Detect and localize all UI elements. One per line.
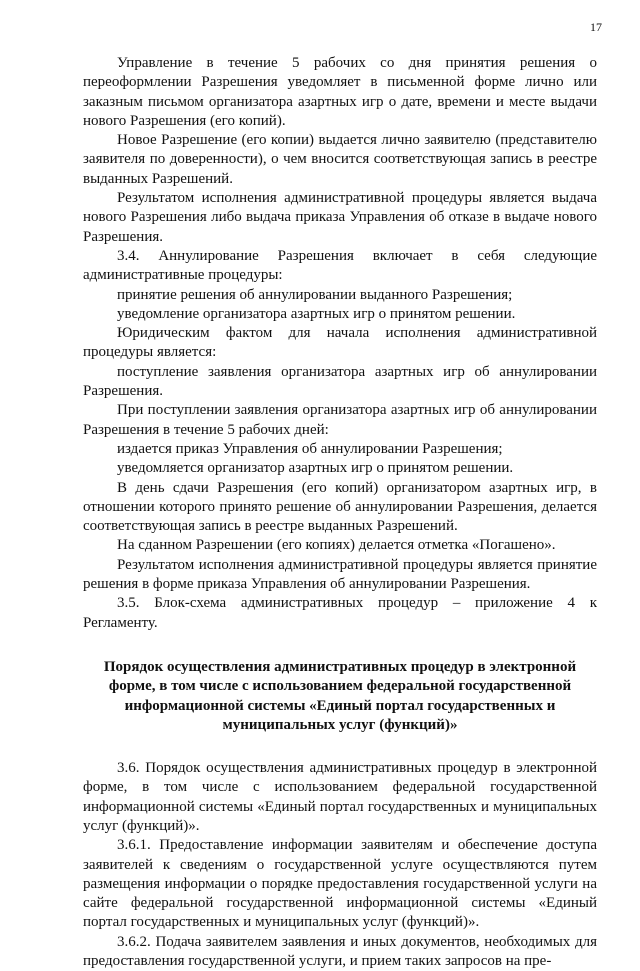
list-item-organizer-notification: уведомление организатора азартных игр о принятом решении. [117, 305, 516, 322]
paragraph-annulment-result: Результатом исполнения административной процедуры является принятие решения в форме приказа Управления об аннулировании Разрешения. [83, 556, 597, 593]
paragraph-cancelled-mark: На сданном Разрешении (его копиях) делается отметка «Погашено». [117, 537, 556, 554]
paragraph-reissue-notification: Управление в течение 5 рабочих со дня принятия решения о переоформлении Разрешения уведомляет в письменной форме лично или заказным письмом организатора азартных игр о дате, времени и месте выдачи нового Разрешения (его копий). [83, 55, 597, 129]
paragraph-application-submission: 3.6.2. Подача заявителем заявления и иных документов, необходимых для предоставления государственной услуги, и прием таких запросов на пре- [83, 933, 597, 970]
section-heading: Порядок осуществления административных процедур в электронной форме, в том числе с использованием федеральной государственной информационной системы «Единый портал государственных и муниципальных услуг (функций)» [103, 658, 577, 733]
paragraph-reissue-result: Результатом исполнения административной процедуры является выдача нового Разрешения либо выдача приказа Управления об отказе в выдаче нового Разрешения. [83, 190, 597, 245]
list-item-annulment-order: издается приказ Управления об аннулировании Разрешения; [117, 440, 503, 457]
paragraph-annulment-procedures: 3.4. Аннулирование Разрешения включает в себя следующие административные процедуры: [83, 247, 597, 284]
paragraph-application-processing: При поступлении заявления организатора азартных игр об аннулировании Разрешения в течение 5 рабочих дней: [83, 402, 597, 438]
list-item-application-receipt: поступление заявления организатора азартных игр об аннулировании Разрешения. [83, 363, 597, 400]
paragraph-new-permit-issuance: Новое Разрешение (его копии) выдается лично заявителю (представителю заявителя по доверенности), о чем вносится соответствующая запись в реестре выданных Разрешений. [83, 132, 597, 187]
paragraph-permit-surrender: В день сдачи Разрешения (его копий) организатором азартных игр, в отношении которого принято решение об аннулировании Разрешения, делается соответствующая запись в реестре выданных Разрешений. [83, 479, 597, 535]
document-body [83, 54, 597, 971]
paragraph-legal-fact: Юридическим фактом для начала исполнения административной процедуры является: [83, 325, 597, 361]
paragraph-electronic-procedures: 3.6. Порядок осуществления административных процедур в электронной форме, в том числе с использованием федеральной государственной информационной системы «Единый портал государственных и муниципальных услуг (функций)». [83, 760, 597, 834]
list-item-organizer-notified: уведомляется организатор азартных игр о принятом решении. [117, 460, 514, 477]
paragraph-flowchart-reference: 3.5. Блок-схема административных процедур – приложение 4 к Регламенту. [83, 595, 597, 631]
page-number: 17 [590, 20, 602, 34]
list-item-annulment-decision: принятие решения об аннулировании выданного Разрешения; [117, 286, 513, 303]
paragraph-information-provision: 3.6.1. Предоставление информации заявителям и обеспечение доступа заявителей к сведениям о государственной услуге осуществляются путем размещения информации о порядке предоставления государственной услуги на сайте федеральной государственной информационной системы «Единый портал государственных и муниципальных услуг (функций)». [83, 837, 597, 931]
